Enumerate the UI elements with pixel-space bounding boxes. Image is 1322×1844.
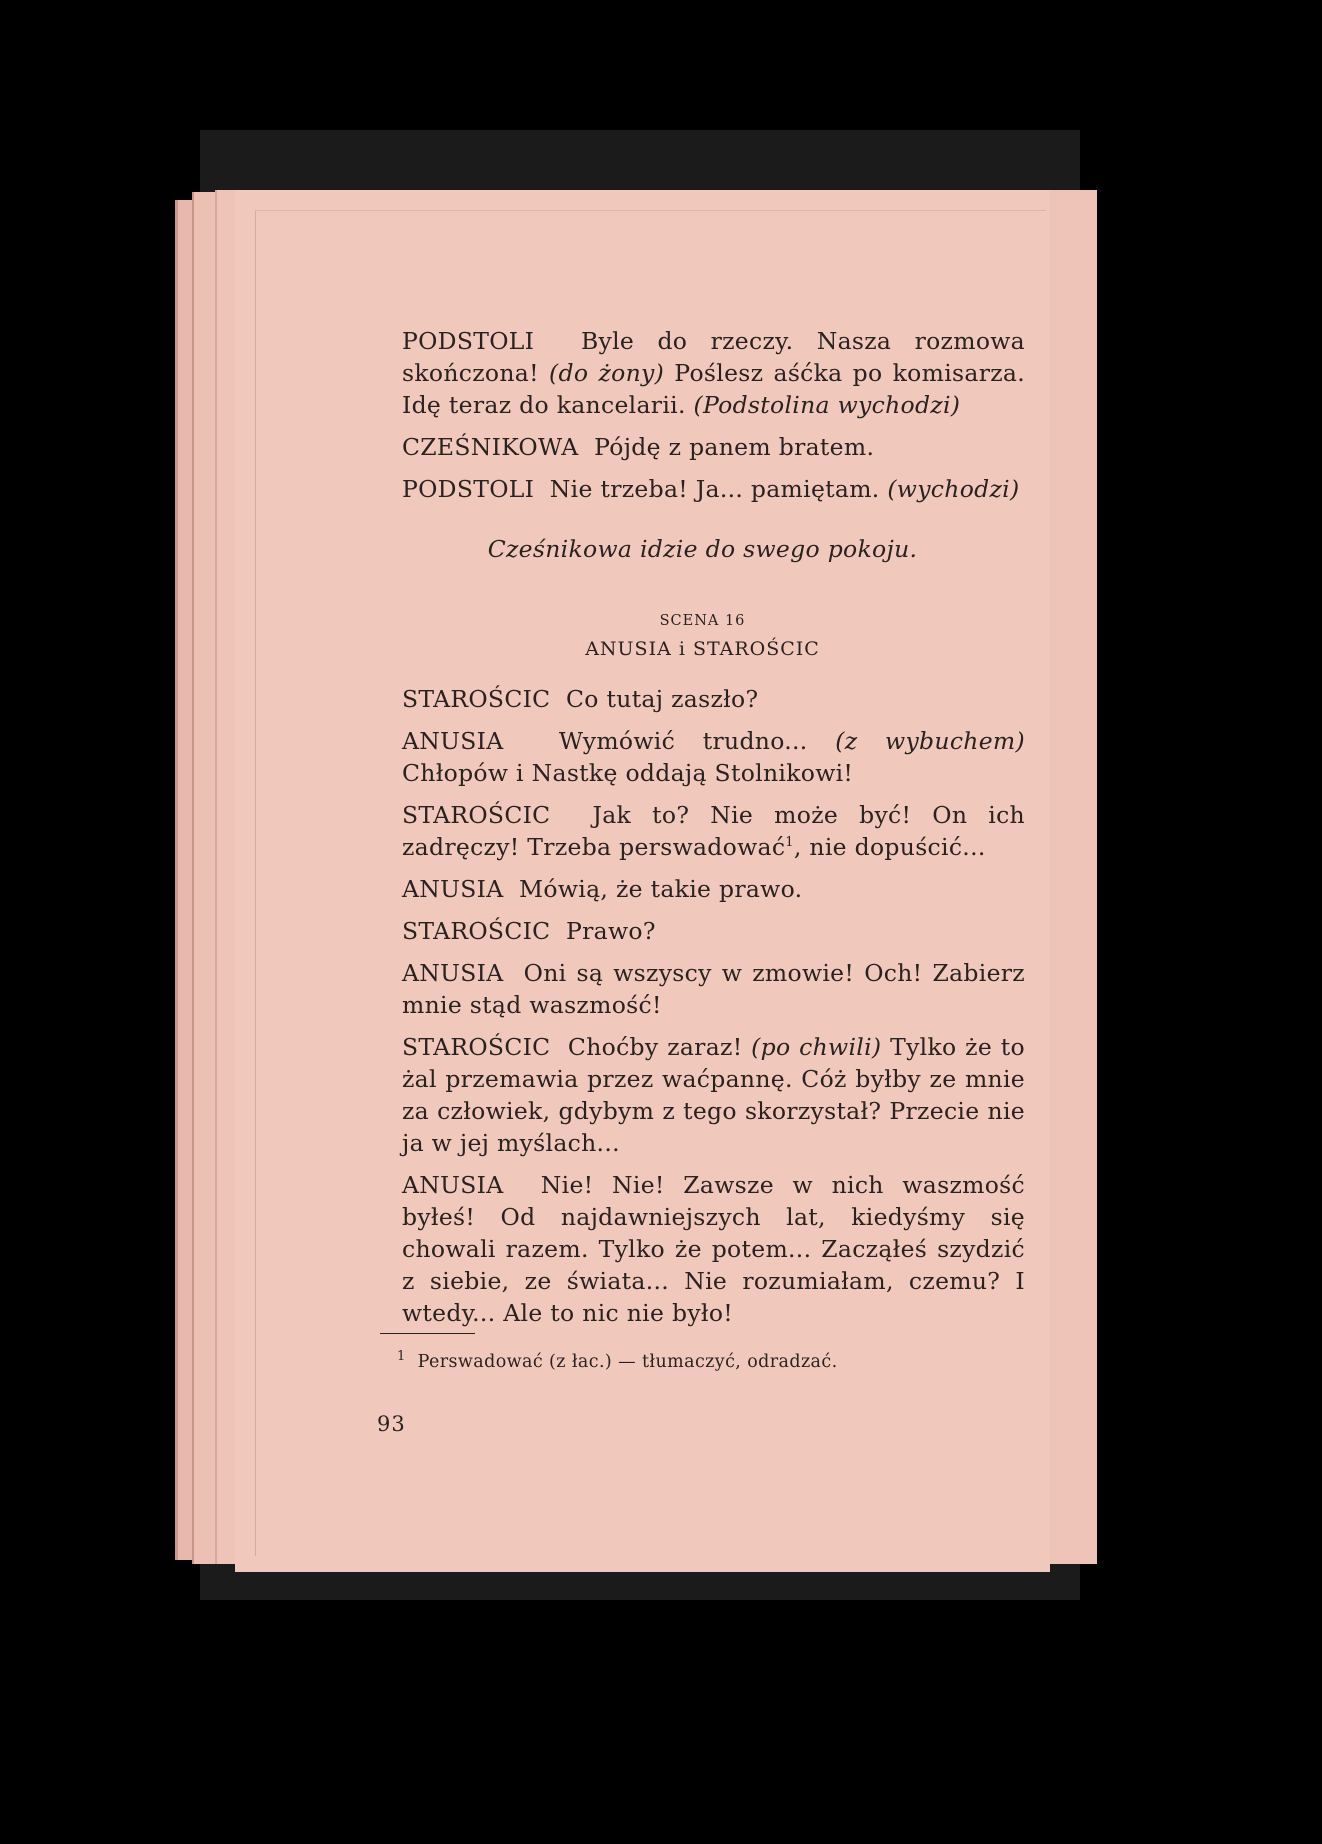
dialogue-line (380, 1031, 1025, 1159)
dialogue-line (380, 431, 1025, 463)
book-page (235, 190, 1050, 1572)
dialogue-line (380, 873, 1025, 905)
dialogue-line (380, 915, 1025, 947)
footnote-text: Perswadować (z łac.) — tłumaczyć, odradzać. (417, 1352, 838, 1372)
speaker-name: PODSTOLI (402, 327, 535, 355)
speaker-name: STAROŚCIC (402, 917, 551, 945)
speech-text: , nie dopuścić... (793, 833, 986, 861)
speech-text: Byle do rzeczy. Nasza rozmowa skończona! (402, 327, 1025, 387)
stage-aside: (do żony) (549, 359, 665, 387)
speech-text: Poślesz aśćka po komisarza. Idę teraz do kancelarii. (402, 359, 1025, 419)
stage-aside: (wychodzi) (887, 475, 1020, 503)
speech-text: Nie trzeba! Ja... pamiętam. (549, 475, 888, 503)
dialogue-line (380, 725, 1025, 789)
scene-number: SCENA 16 (659, 613, 746, 629)
speech-text: Co tutaj zaszło? (566, 685, 759, 713)
speech-text: Chłopów i Nastkę oddają Stolnikowi! (402, 759, 854, 787)
speech-text: Choćby zaraz! (567, 1033, 752, 1061)
stage-aside: (z wybuchem) (835, 727, 1025, 755)
speech-text: Jak to? Nie może być! On ich zadręczy! Trzeba perswadować (402, 801, 1025, 861)
speech-text: Nie! Nie! Zawsze w nich waszmość byłeś! Od najdawniejszych lat, kiedyśmy się chowali razem. Tylko że potem... Zacząłeś szydzić z siebie, ze świata... Nie rozumiałam, czemu? I wtedy... Ale to nic nie było! (402, 1171, 1025, 1327)
dialogue-line (380, 1169, 1025, 1329)
stage-aside: (Podstolina wychodzi) (693, 391, 961, 419)
footnote (397, 1350, 1017, 1374)
dialogue-line (380, 325, 1025, 421)
opening-dialogue (380, 325, 1025, 505)
speaker-name: ANUSIA (402, 727, 504, 755)
speech-text: Pójdę z panem bratem. (594, 433, 875, 461)
speaker-name: STAROŚCIC (402, 801, 551, 829)
dialogue-line (380, 799, 1025, 863)
speech-text: Tylko że to żal przemawia przez waćpannę. Cóż byłby ze mnie za człowiek, gdybym z tego skorzystał? Przecie nie ja w jej myślach... (402, 1033, 1025, 1157)
dialogue-line (380, 473, 1025, 505)
scene-title: ANUSIA i STAROŚCIC (585, 638, 820, 660)
speaker-name: ANUSIA (402, 875, 504, 903)
stage-direction: Cześnikowa idzie do swego pokoju. (487, 535, 918, 563)
speaker-name: PODSTOLI (402, 475, 535, 503)
speaker-name: ANUSIA (402, 1171, 504, 1199)
scene-dialogue (380, 683, 1025, 1329)
speaker-name: STAROŚCIC (402, 1033, 551, 1061)
speaker-name: STAROŚCIC (402, 685, 551, 713)
speaker-name: ANUSIA (402, 959, 504, 987)
speaker-name: CZEŚNIKOWA (402, 433, 579, 461)
speech-text: Wymówić trudno... (558, 727, 836, 755)
page-number: 93 (377, 1412, 406, 1436)
speech-text: Mówią, że takie prawo. (519, 875, 803, 903)
dialogue-line (380, 957, 1025, 1021)
footnote-mark: 1 (397, 1349, 406, 1365)
speech-text: Prawo? (566, 917, 656, 945)
speech-text: Oni są wszyscy w zmowie! Och! Zabierz mnie stąd waszmość! (402, 959, 1025, 1019)
stage-aside: (po chwili) (751, 1033, 882, 1061)
footnote-rule (380, 1333, 475, 1334)
dialogue-line (380, 683, 1025, 715)
page-text (380, 325, 1025, 1339)
footnote-ref: 1 (785, 835, 794, 851)
